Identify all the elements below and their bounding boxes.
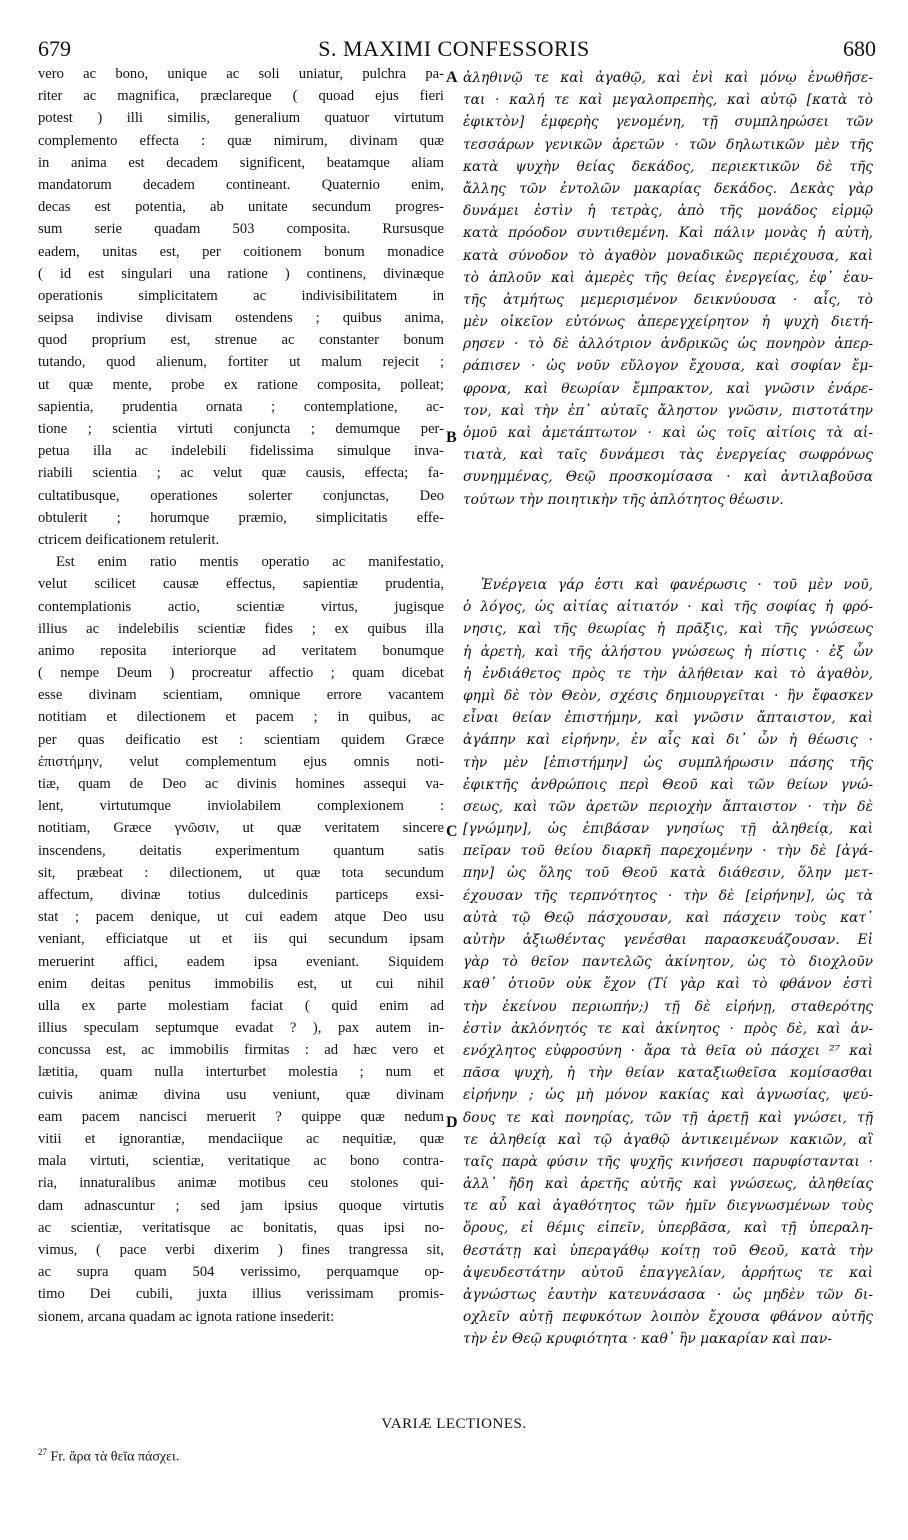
text-line: ρησεν · τὸ δὲ ἀλλότριον ἀνδρικῶς ὡς πονηρὸν ἀπερ- (463, 336, 873, 353)
variae-lectiones-heading: VARIÆ LECTIONES. (381, 1416, 527, 1432)
latin-column (38, 63, 444, 1328)
text-line: mandatorum decadem contineant. Quaternio enim, (38, 176, 444, 193)
text-line: ἀγάπην καὶ εἰρήνην, ἐν αἷς καὶ δι᾽ ὧν ἡ θέωσις · (463, 732, 873, 749)
text-line: sit, præbeat : dilectionem, ut quæ tota secundum (38, 864, 444, 881)
footnote (38, 1447, 179, 1466)
text-line: dam adnascuntur ; sed jam ipsius quoque virtutis (38, 1197, 444, 1214)
text-line: φρονα, καὶ θεωρίαν ἔμπρακτον, καὶ γνῶσιν ἐνάρε- (463, 380, 873, 397)
text-line: ( nempe Deum ) procreatur affectio ; quam dicebat (38, 665, 444, 682)
text-line: concussa est, ac immobilis firmitas : ad hæc vero et (38, 1042, 444, 1059)
text-line: συνημμένας, Θεῷ προσκομίσασα · καὶ ἀντιλαβοῦσα (463, 469, 873, 486)
text-line: ut quæ mente, probe ex ratione composita, polleat; (38, 376, 444, 393)
text-line: quod proprium est, strenue ac constanter bonum (38, 332, 444, 349)
footnote-text: Fr. ἄρα τὰ θεῖα πάσχει. (50, 1449, 180, 1465)
text-line: seipsa indivise divisam ostendens ; quibus anima, (38, 310, 444, 327)
text-line: θεστάτῃ καὶ ὑπεραγάθῳ κοίτῃ τοῦ Θεοῦ, κατὰ τὴν (463, 1242, 873, 1259)
text-line: potest ) illi similis, generalium quatuor virtutum (38, 110, 444, 127)
text-line: Est enim ratio mentis operatio ac manifestatio, (56, 554, 444, 571)
section-marker-a: A (446, 69, 458, 86)
text-line: stat ; pacem denique, ut cui eadem atque Deo usu (38, 909, 444, 926)
text-line: illius ac indelebilis scientiæ fides ; ex quibus illa (38, 620, 444, 637)
text-line: ἀλλ᾽ ἤδη καὶ ἀρετῆς αὐτῆς καὶ γνώσεως, ἀληθείας (463, 1176, 873, 1193)
text-line: meruerint affici, eadem ipsa eveniant. Siquidem (38, 953, 444, 970)
text-line: lent, virtutumque inviolabilem complexionem : (38, 798, 444, 815)
text-line: δους τε καὶ πονηρίας, τῶν τῇ ἀρετῇ καὶ γνώσει, τῇ (463, 1109, 873, 1126)
text-line: καθ᾽ ὁτιοῦν οὐκ ἔχον (Τί γὰρ καὶ τὸ φθάνον ἐστὶ (463, 976, 873, 993)
text-line: eam pacem nancisci meruerit ? quippe quæ nedum (38, 1108, 444, 1125)
text-line: riter ac magnifica, præclareque ( quoad ejus fieri (38, 88, 444, 105)
text-line: affectum, divinæ totius dulcedinis particeps exsi- (38, 886, 444, 903)
text-line: ἡ ἀρετὴ, καὶ τῆς ἀλήστου γνώσεως ἡ πίστις · ἐξ ὧν (463, 643, 873, 660)
section-marker-b: B (446, 429, 457, 446)
text-line: ac supra quam 504 verissimo, perquamque op- (38, 1264, 444, 1281)
text-line: vitii et ignorantiæ, mendaciique ac nequitiæ, quæ (38, 1131, 444, 1147)
text-line: cultatibusque, operationes solerter conjunctas, Deo (38, 487, 444, 504)
text-line: τὴν ἐν Θεῷ κρυφιότητα · καθ᾽ ἣν μακαρίαν καὶ παν- (463, 1331, 832, 1348)
text-line: lætitia, quam nulla interturbet molestia ; num et (38, 1064, 444, 1081)
text-line: πεῖραν τοῦ θείου διαρκῆ παρεχομένην · τὴν δὲ [ἀγά- (463, 843, 873, 860)
text-line: vero ac bono, unique ac soli uniatur, pulchra pa- (38, 66, 444, 82)
text-line: τε αὖ καὶ ἀγαθότητος τῶν ἡμῖν διεγνωσμένων τοὺς (463, 1198, 873, 1215)
text-line: ἀψευδεστάτην αὐτοῦ ἐπαγγελίαν, ἀρρήτως τε καὶ (463, 1264, 873, 1281)
text-line: eadem, unitas est, per coitionem bonum monadice (38, 243, 444, 260)
text-line: ἡ ἐνδιάθετος πρὸς τε τὴν ἀλήθειαν καὶ τὸ ἀγαθὸν, (463, 665, 873, 682)
text-line: in anima est decadem significent, beatamque aliam (38, 154, 444, 171)
text-line: σεως, καὶ τῶν ἀρετῶν περιοχὴν ἄπταιστον · τὴν δὲ (463, 798, 873, 815)
text-line: ἄλλης τῶν ἐντολῶν μακαρίας δεκάδος. Δεκὰς γὰρ (463, 180, 873, 197)
text-line: ac scientiæ, veritatisque ac bonitatis, quas ipsi no- (38, 1219, 444, 1236)
text-line: contemplationis actio, scientiæ virtus, jugisque (38, 598, 444, 615)
text-line: esse divinam scientiam, omnique errore vacantem (38, 687, 444, 704)
text-line: ria, innaturalibus animæ motibus ceu stolones qui- (38, 1175, 444, 1192)
text-line: τον, καὶ τὴν ἐπ᾽ αὐταῖς ἄληστον γνῶσιν, πιστοτάτην (463, 402, 873, 419)
text-line: ὁμοῦ καὶ ἀμετάπτωτον · καὶ ὡς τοῖς αἰτίοις τὰ αἰ- (463, 425, 873, 441)
text-line: sionem, arcana quadam ac ignota ratione insederit: (38, 1308, 335, 1325)
text-line: πην] ὡς ὅλης τοῦ Θεοῦ κατὰ διάθεσιν, ὅλην μετ- (463, 865, 873, 882)
text-line: νησις, καὶ τῆς θεωρίας ἡ πρᾶξις, καὶ τῆς γνώσεως (463, 621, 873, 638)
text-line: τὴν μὲν [ἐπιστήμην] ὡς συμπλήρωσιν πάσης τῆς (463, 754, 873, 771)
text-line: inscendens, deitatis experimentum quantum satis (38, 842, 444, 859)
text-line: petua illa ac indelebili fidelissima simulque inva- (38, 443, 444, 460)
text-line: sapientia, prudentia ornata ; contemplatione, ac- (38, 398, 444, 415)
text-line: ὅρους, εἰ θέμις εἰπεῖν, ὑπερβᾶσα, καὶ τῇ ὑπεραλη- (463, 1220, 873, 1237)
page-number-left: 679 (38, 36, 71, 61)
text-line: φημὶ δὲ τὸν Θεὸν, σχέσις δημιουργεῖται · ἣν ἔφασκεν (463, 687, 873, 704)
text-line: τὸ ἁπλοῦν καὶ ἀμερὲς τῆς θείας ἐνεργείας, ἐφ᾽ ἑαυ- (463, 269, 873, 286)
text-line: αὐτὰ τῷ Θεῷ πάσχουσαν, καὶ πάσχειν τοὺς κατ᾽ (463, 909, 873, 926)
text-line: per quas deificatio est : scientiam quidem Græce (38, 731, 444, 748)
text-line: οχλεῖν αὐτῇ πεφυκότων λοιπὸν ἔχουσα φθάνον αὐτῆς (463, 1309, 873, 1326)
text-line: τὴν ἐκείνου περιωπήν;) τῇ δὲ εἰρήνῃ, σταθερότης (463, 998, 873, 1015)
text-line: tione ; scientia virtuti conjuncta ; demumque per- (38, 421, 444, 437)
text-line: ἐπιστήμην, velut complementum ejus omnis noti- (38, 753, 444, 770)
page-header (0, 0, 908, 62)
text-line: veniant, efficiatque ut et iis qui secundum ipsam (38, 931, 444, 948)
section-marker-c: C (446, 823, 458, 840)
text-line: tiæ, quam de Deo ac divinis homines assequi va- (38, 776, 444, 792)
page-number-right: 680 (843, 36, 876, 61)
text-line: τιατὰ, καὶ ταῖς δυνάμεσι τὰς ἐνεργείας σωφρόνως (463, 447, 873, 464)
text-line: κατὰ πρόοδον συντιθεμένη. Καὶ πάλιν μονὰς ἡ αὐτὴ, (463, 225, 873, 242)
text-line: ἐστὶν ἀκλόνητός τε καὶ ἀκίνητος · πρὸς δὲ, καὶ ἀν- (463, 1020, 873, 1037)
text-line: ἀληθινῷ τε καὶ ἀγαθῷ, καὶ ἑνὶ καὶ μόνῳ ἑνωθῆσε- (463, 70, 873, 86)
text-line: timo Dei cubili, juxta illius verissimam promis- (38, 1286, 444, 1303)
text-line: τῆς ἀτμήτως μεμερισμένον δεικνύουσα · αἷς, τὸ (463, 291, 873, 308)
text-line: κατὰ σύνοδον τὸ ἀγαθὸν μοναδικῶς περιέχουσα, καὶ (463, 247, 873, 264)
text-line: τε ἀληθείᾳ καὶ τῷ ἀγαθῷ ἀντικειμένων κακιῶν, αἳ (463, 1131, 873, 1148)
text-line: ται · καλή τε καὶ μεγαλοπρεπὴς, καὶ αὐτῷ [κατὰ τὸ (463, 92, 873, 109)
text-line: αὐτὴν ἀξιωθέντας γενέσθαι παρασκευάζουσαν. Εἰ (463, 932, 873, 948)
text-line: ὁ λόγος, ὡς αἰτίας αἰτιατόν · καὶ τῆς σοφίας ἡ φρό- (463, 599, 873, 616)
text-line: ulla ex parte molestiam faciat ( quid enim ad (38, 997, 444, 1014)
greek-column-lower (463, 574, 873, 1351)
text-line: ( id est singulari una ratione ) continens, divinæque (38, 265, 444, 282)
text-line: ταῖς παρὰ φύσιν τῆς ψυχῆς κινήσεσι παρυφίστανται · (463, 1153, 873, 1170)
text-line: notitiam et dilectionem et pacem ; in quibus, ac (38, 709, 444, 726)
text-line: εἰρήνην ; ὡς μὴ μόνον κακίας καὶ ἀγνωσίας, ψεύ- (463, 1087, 873, 1104)
text-line: cuivis animæ divina usu veniunt, quæ divinam (38, 1086, 444, 1103)
text-line: mala virtuti, scientiæ, veritatique ac bono contra- (38, 1153, 444, 1170)
section-marker-d: D (446, 1114, 458, 1131)
text-line: illius speculam septumque evadat ? ), pax autem in- (38, 1020, 444, 1037)
text-line: τεσσάρων γενικῶν ἀρετῶν · τῶν δηλωτικῶν μὲν τῆς (463, 136, 873, 153)
text-line: έχουσαν τῆς τερπνότητος · τὴν δὲ [εἰρήνην], ὡς τὰ (463, 887, 873, 904)
text-line: tutando, quod alienum, fortiter ut malum rejecit ; (38, 354, 444, 371)
footnote-number: 27 (38, 1447, 47, 1457)
text-line: γὰρ τὸ θεῖον παντελῶς ἀκίνητον, ὡς τὸ διοχλοῦν (463, 954, 873, 971)
text-line: τούτων τὴν ποιητικὴν τῆς ἁπλότητος θέωσιν. (463, 491, 784, 508)
text-line: operationis simplicitatem ac indivisibilitatem in (38, 287, 444, 304)
text-line: obtulerit ; horumque præmio, simplicitatis effe- (38, 509, 444, 526)
running-title: S. MAXIMI CONFESSORIS (318, 36, 590, 61)
text-line: Ἐνέργεια γάρ ἐστι καὶ φανέρωσις · τοῦ μὲν νοῦ, (481, 577, 873, 593)
text-line: ενόχλητος εὐφροσύνη · ἄρα τὰ θεῖα οὐ πάσχει ²⁷ καὶ (463, 1042, 873, 1059)
text-line: animo reposita interiorque ad veritatem bonumque (38, 642, 444, 659)
text-line: ἀγνώστως ἑαυτὴν κατευνάσασα · ὡς μηδὲν τῶν δι- (463, 1287, 873, 1303)
text-line: πᾶσα ψυχὴ, ἡ τὴν θείαν καταξιωθεῖσα κομίσασθαι (463, 1065, 873, 1082)
text-line: ἐφικτῆς ἀνθρώποις περὶ Θεοῦ καὶ τῶν θείων γνώ- (463, 776, 873, 793)
text-line: εἶναι θείαν ἐπιστήμην, καὶ γνῶσιν ἄπταιστον, καὶ (463, 710, 873, 727)
text-line: vimus, ( pace verbi dixerim ) fines trangressa sit, (38, 1241, 444, 1258)
text-line: ράπισεν · ὡς νοῦν εὔλογον ἔχουσα, καὶ σοφίαν ἔμ- (463, 358, 873, 375)
text-line: riabili scientia ; ac velut quæ causis, effecta; fa- (38, 465, 444, 482)
text-line: κατὰ ψυχὴν θείας δεκάδος, περιεκτικῶν δὲ τῆς (463, 158, 873, 175)
text-line: μὲν οἰκεῖον εὐτόνως ἀπερεγχείρητον ἡ ψυχὴ διετή- (463, 314, 873, 331)
greek-column-upper (463, 67, 873, 511)
text-line: ctricem deificationem retulerit. (38, 531, 220, 548)
text-line: δυνάμει ἐστὶν ἡ τετρὰς, ἀπὸ τῆς μονάδος εἱρμῷ (463, 203, 873, 220)
text-line: enim deitas penitus immobilis est, ut cui nihil (38, 975, 444, 992)
text-line: decas est potentia, ab unitate secundum progres- (38, 199, 444, 216)
text-line: complemento effecta : quæ nimirum, divinam quæ (38, 132, 444, 149)
text-line: velut scilicet causæ effectus, sapientiæ prudentia, (38, 576, 444, 593)
text-line: sum serie quadam 503 composita. Rursusque (38, 221, 444, 238)
text-line: notitiam, Græce γνῶσιν, ut quæ veritatem sincere (38, 820, 444, 837)
text-line: ἐφικτὸν] ἐμφερὴς γενομένη, τῇ συμπληρώσει τῶν (463, 114, 873, 131)
text-line: [γνώμην], ὡς ἐπιβάσαν γνησίως τῇ ἀληθείᾳ, καὶ (463, 821, 873, 838)
